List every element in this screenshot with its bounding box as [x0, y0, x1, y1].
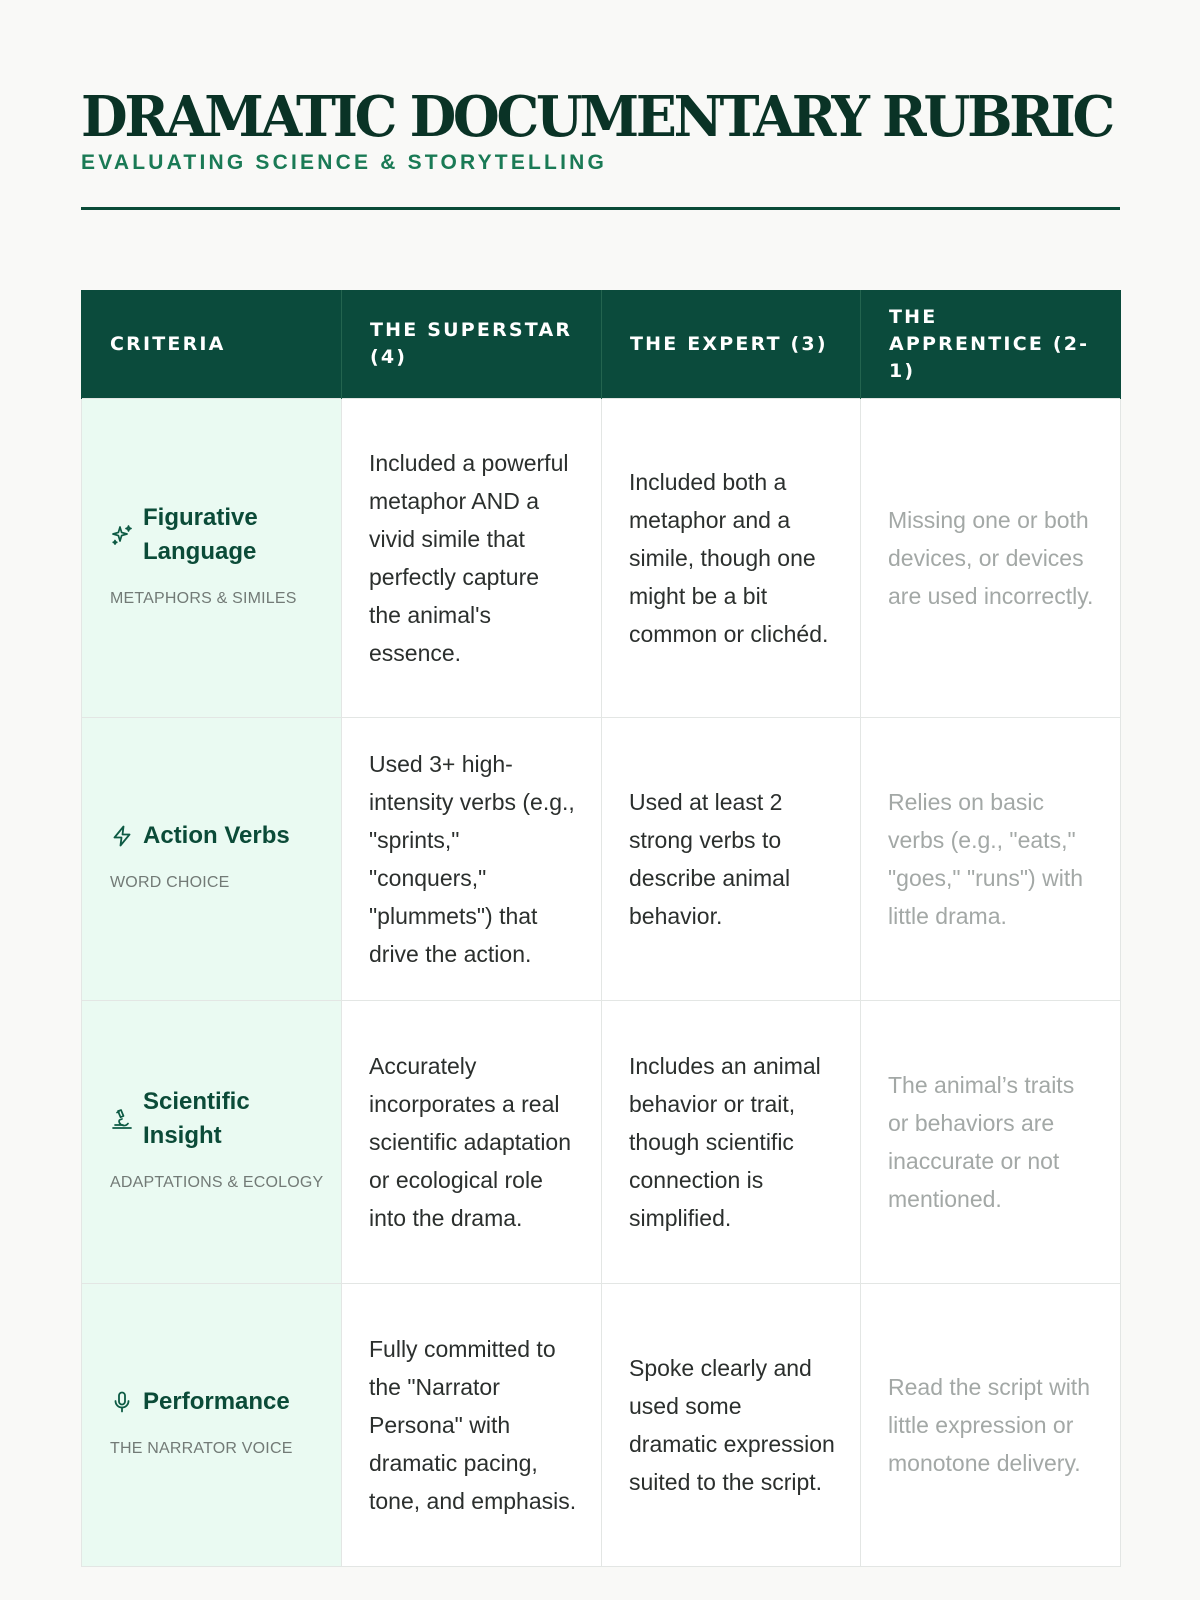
apprentice-cell: Relies on basic verbs (e.g., "eats," "goes," "runs") with little drama. — [861, 718, 1121, 1001]
criterion-subtitle: ADAPTATIONS & ECOLOGY — [110, 1173, 324, 1191]
column-header-apprentice: THE APPRENTICE (2-1) — [861, 290, 1121, 399]
microscope-icon — [110, 1107, 134, 1131]
criterion-title: Scientific Insight — [143, 1087, 250, 1149]
criterion-subtitle: METAPHORS & SIMILES — [110, 589, 297, 607]
column-header-superstar: THE SUPERSTAR (4) — [342, 290, 602, 399]
table-row — [82, 1001, 1121, 1284]
superstar-cell: Used 3+ high-intensity verbs (e.g., "sprints," "conquers," "plummets") that drive the action. — [342, 718, 602, 1001]
expert-cell: Includes an animal behavior or trait, though scientific connection is simplified. — [602, 1001, 861, 1284]
expert-cell: Used at least 2 strong verbs to describe animal behavior. — [602, 718, 861, 1001]
superstar-cell: Included a powerful metaphor AND a vivid simile that perfectly capture the animal's essence. — [342, 399, 602, 718]
column-header-criteria: CRITERIA — [82, 290, 342, 399]
criterion-title: Figurative Language — [143, 503, 258, 565]
table-row — [82, 1284, 1121, 1567]
expert-cell: Spoke clearly and used some dramatic expression suited to the script. — [602, 1284, 861, 1567]
expert-cell: Included both a metaphor and a simile, though one might be a bit common or clichéd. — [602, 399, 861, 718]
microphone-icon — [110, 1390, 134, 1414]
table-header-row — [82, 290, 1121, 399]
lightning-icon — [110, 824, 134, 848]
superstar-cell: Fully committed to the "Narrator Persona" with dramatic pacing, tone, and emphasis. — [342, 1284, 602, 1567]
criterion-subtitle: WORD CHOICE — [110, 873, 230, 891]
criterion-cell — [82, 399, 342, 718]
sparkles-icon — [110, 523, 134, 547]
criterion-title: Performance — [143, 1387, 290, 1415]
criterion-title: Action Verbs — [143, 821, 290, 849]
table-row — [82, 399, 1121, 718]
criterion-cell — [82, 1001, 342, 1284]
criterion-subtitle: THE NARRATOR VOICE — [110, 1439, 293, 1457]
header-divider — [81, 207, 1120, 210]
criterion-cell — [82, 1284, 342, 1567]
table-row — [82, 718, 1121, 1001]
apprentice-cell: The animal’s traits or behaviors are inaccurate or not mentioned. — [861, 1001, 1121, 1284]
criterion-cell — [82, 718, 342, 1001]
apprentice-cell: Read the script with little expression or monotone delivery. — [861, 1284, 1121, 1567]
column-header-expert: THE EXPERT (3) — [602, 290, 861, 399]
page-title: DRAMATIC DOCUMENTARY RUBRIC — [81, 84, 1113, 150]
page-subtitle: EVALUATING SCIENCE & STORYTELLING — [81, 151, 608, 174]
rubric-table — [81, 290, 1121, 1567]
apprentice-cell: Missing one or both devices, or devices are used incorrectly. — [861, 399, 1121, 718]
superstar-cell: Accurately incorporates a real scientific adaptation or ecological role into the drama. — [342, 1001, 602, 1284]
